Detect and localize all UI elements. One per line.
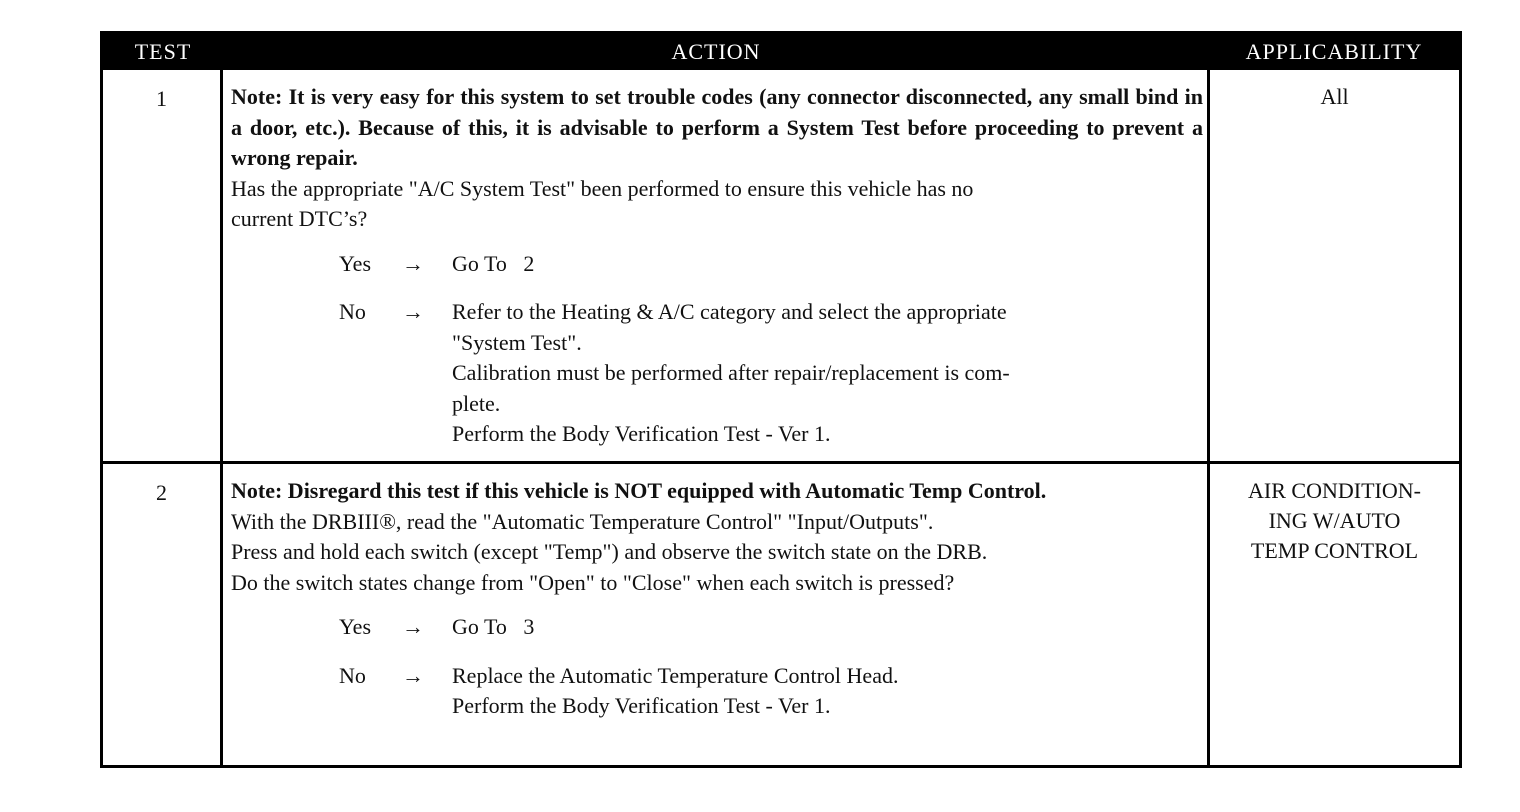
no-action-line: Refer to the Heating & A/C category and select the appropriate (452, 299, 1007, 324)
no-action (452, 661, 1203, 722)
question-line: With the DRBIII®, read the "Automatic Temperature Control" "Input/Outputs". (231, 508, 934, 534)
applicability-line: AIR CONDITION- (1248, 478, 1421, 503)
note-text: Note: It is very easy for this system to set trouble codes (any connector disconnected, any small bind in a door, etc.). Because of this, it is advisable to perform a System Test before proceeding to prevent a wrong repair. (231, 84, 1203, 170)
yes-branch (231, 249, 1203, 280)
question-line: Do the switch states change from "Open" to "Close" when each switch is pressed? (231, 569, 955, 595)
header-test: TEST (134, 39, 192, 64)
yes-branch (231, 612, 1203, 643)
no-action (452, 297, 1203, 450)
question-line: Has the appropriate "A/C System Test" been performed to ensure this vehicle has no (231, 175, 974, 201)
no-branch (231, 297, 1203, 450)
yes-action: Go To 2 (452, 250, 535, 276)
header-applicability: APPLICABILITY (1245, 39, 1423, 64)
no-action-line: Calibration must be performed after repair/replacement is com- (452, 360, 1010, 385)
action-cell (231, 476, 1203, 722)
question-text (231, 174, 1203, 235)
table-row-test-1 (103, 70, 1459, 461)
header-action: ACTION (671, 39, 761, 64)
table-row-test-2 (103, 464, 1459, 765)
test-number: 1 (156, 86, 167, 111)
yes-label: Yes (339, 250, 372, 276)
question-text (231, 507, 1203, 599)
applicability-line: TEMP CONTROL (1250, 538, 1419, 563)
table-header (103, 34, 1459, 70)
action-cell (231, 82, 1203, 450)
applicability-line: ING W/AUTO (1268, 508, 1401, 533)
no-label: No (339, 662, 366, 688)
right-arrow-icon: → (402, 614, 424, 639)
no-label: No (339, 299, 366, 324)
right-arrow-icon: → (402, 250, 424, 276)
diagnostic-test-table (100, 31, 1462, 768)
question-line: Press and hold each switch (except "Temp") and observe the switch state on the DRB. (231, 539, 988, 564)
applicability-cell (1210, 476, 1459, 566)
right-arrow-icon: → (402, 299, 424, 324)
no-action-line: Perform the Body Verification Test - Ver 1. (452, 421, 831, 446)
no-action-line: "System Test". (452, 329, 582, 355)
right-arrow-icon: → (402, 662, 424, 688)
test-number: 2 (156, 480, 167, 505)
question-line: current DTC’s? (231, 206, 368, 231)
note-text: Note: Disregard this test if this vehicle is NOT equipped with Automatic Temp Control. (231, 478, 1047, 503)
applicability-cell (1210, 82, 1459, 112)
no-action-line: Replace the Automatic Temperature Control Head. (452, 662, 899, 688)
no-action-line: Perform the Body Verification Test - Ver 1. (452, 693, 831, 718)
applicability-line: All (1320, 84, 1349, 109)
no-action-line: plete. (452, 390, 501, 416)
yes-action: Go To 3 (452, 614, 535, 639)
no-branch (231, 661, 1203, 722)
yes-label: Yes (339, 614, 372, 639)
